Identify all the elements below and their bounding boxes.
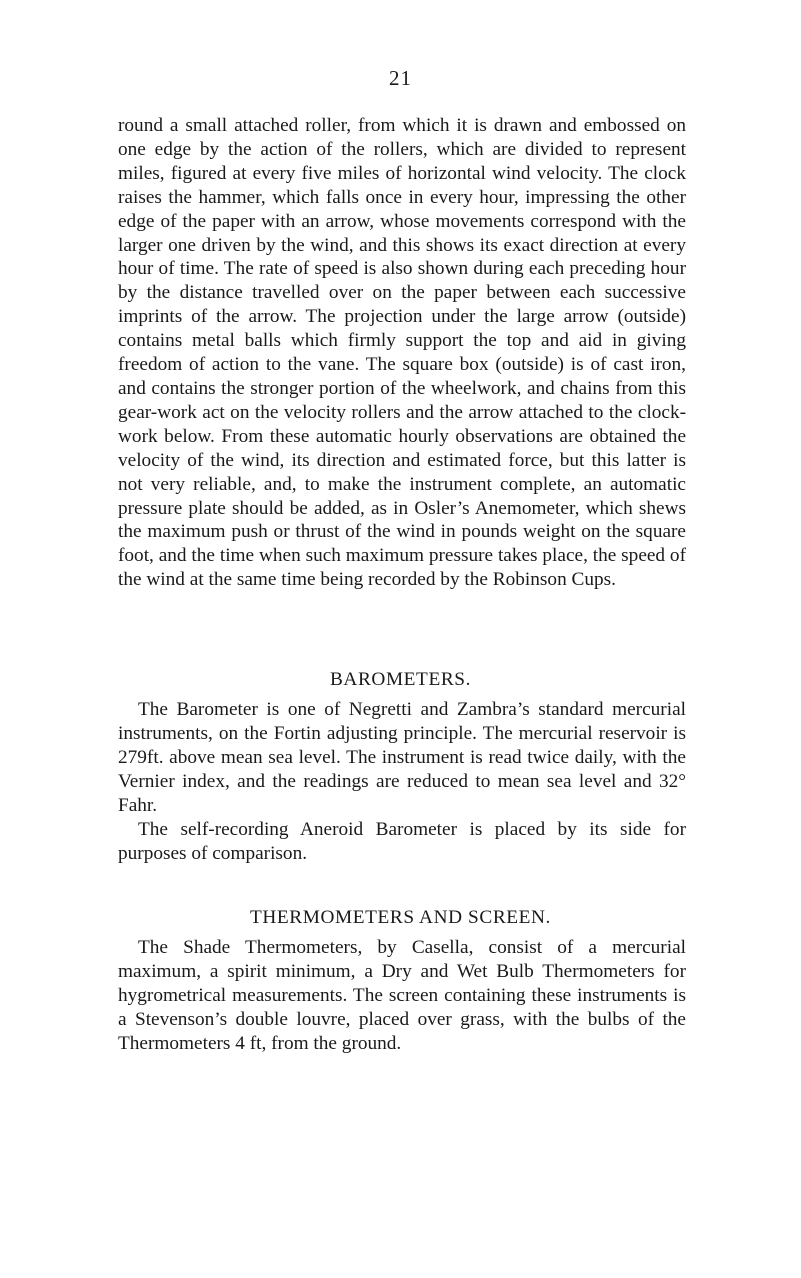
thermometers-paragraph: The Shade Thermometers, by Casella, consist of a mercurial maximum, a spirit minimum, a Dry and Wet Bulb Thermometers for hygrometrical measurements. The screen containing these instruments is a Stevenson’s double louvre, placed over grass, with the bulbs of the Thermometers 4 ft, from the ground. xyxy=(118,937,686,1054)
barometers-paragraph-1: The Barometer is one of Negretti and Zambra’s standard mercurial instruments, on the Fortin adjusting principle. The mercurial reservoir is 279ft. above mean sea level. The instrument is read twice daily, with the Vernier index, and the readings are reduced to mean sea level and 32° Fahr. xyxy=(118,699,686,816)
intro-paragraph: round a small attached roller, from which it is drawn and embossed on one edge by the action of the rollers, which are divided to represent miles, figured at every five miles of horizontal wind velocity. The clock raises the hammer, which falls once in every hour, impressing the other edge of the paper with an arrow, whose movements correspond with the larger one driven by the wind, and this shows its exact direction at every hour of time. The rate of speed is also shown during each preceding hour by the distance travelled over on the paper between each successive imprints of the arrow. The projection under the large arrow (outside) contains metal balls which firmly support the top and aid in giving freedom of action to the vane. The square box (outside) is of cast iron, and contains the stronger portion of the wheelwork, and chains from this gear-work act on the velocity rollers and the arrow attached to the clock-work below. From these automatic hourly observations are obtained the velocity of the wind, its direction and estimated force, but this latter is not very reliable, and, to make the instrument complete, an automatic pressure plate should be added, as in Osler’s Anemometer, which shews the maximum push or thrust of the wind in pounds weight on the square foot, and the time when such maximum pressure takes place, the speed of the wind at the same time being recorded by the Robinson Cups. xyxy=(118,115,686,591)
thermometers-heading: THERMOMETERS AND SCREEN. xyxy=(250,907,551,928)
barometers-heading: BAROMETERS. xyxy=(329,669,472,690)
barometers-paragraph-2: The self-recording Aneroid Barometer is placed by its side for purposes of comparison. xyxy=(118,819,686,864)
page-number: 21 xyxy=(389,66,412,90)
